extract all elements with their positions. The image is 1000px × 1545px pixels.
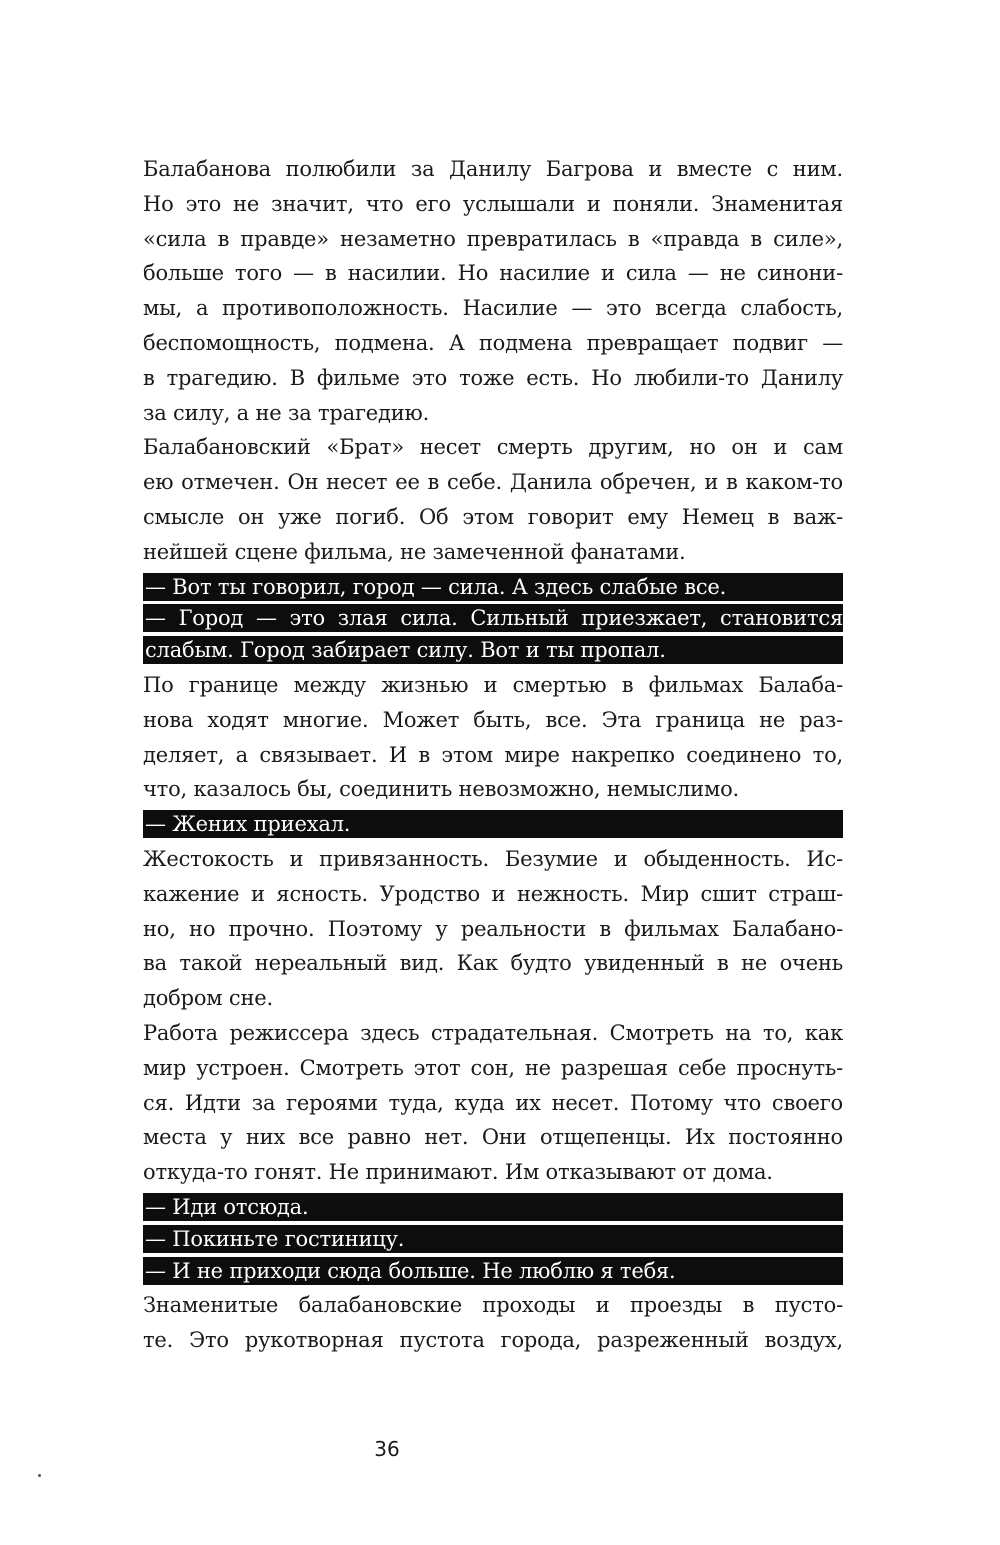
dialogue-line: слабым. Город забирает силу. Вот и ты пропал.: [143, 636, 843, 664]
text-line: Балабановский «Брат» несет смерть другим, но он и сам: [143, 435, 843, 460]
dialogue-line: — Жених приехал.: [143, 810, 843, 838]
text-line: смысле он уже погиб. Об этом говорит ему Немец в важ-: [143, 504, 843, 529]
text-line: нова ходят многие. Может быть, все. Эта граница не раз-: [143, 707, 843, 732]
text-line: деляет, а связывает. И в этом мире накрепко соединено то,: [143, 742, 843, 767]
text-line: Работа режиссера здесь страдательная. Смотреть на то, как: [143, 1020, 843, 1045]
text-line: что, казалось бы, соединить невозможно, немыслимо.: [143, 777, 740, 802]
dialogue-line: — Покиньте гостиницу.: [143, 1225, 843, 1253]
text-line: места у них все равно нет. Они отщепенцы. Их постоянно: [143, 1125, 843, 1150]
text-column: [143, 152, 843, 1358]
text-line: ею отмечен. Он несет ее в себе. Данила обречен, и в каком-то: [143, 470, 843, 495]
text-line: мы, а противоположность. Насилие — это всегда слабость,: [143, 296, 843, 321]
dialogue-block: [143, 1257, 843, 1285]
paragraph: [143, 430, 843, 569]
paragraph: [143, 668, 843, 807]
text-line: беспомощность, подмена. А подмена превращает подвиг —: [143, 330, 843, 355]
text-line: Жестокость и привязанность. Безумие и обыденность. Ис-: [143, 846, 843, 871]
dialogue-line: — Иди отсюда.: [143, 1193, 843, 1221]
dialogue-line: — Вот ты говорил, город — сила. А здесь слабые все.: [143, 573, 843, 601]
text-line: Знаменитые балабановские проходы и проезды в пусто-: [143, 1293, 843, 1318]
dialogue-block: [143, 1225, 843, 1253]
dialogue-line: — Город — это злая сила. Сильный приезжает, становится: [145, 606, 843, 631]
dialogue-block: [143, 1193, 843, 1221]
dialogue-line: — И не приходи сюда больше. Не люблю я тебя.: [143, 1257, 843, 1285]
dialogue-block: [143, 573, 843, 601]
text-line: откуда-то гонят. Не принимают. Им отказывают от дома.: [143, 1160, 773, 1185]
dialogue-block: [143, 604, 843, 664]
text-line: больше того — в насилии. Но насилие и сила — не синони-: [143, 261, 843, 286]
text-line: мир устроен. Смотреть этот сон, не разрешая себе проснуть-: [143, 1055, 843, 1080]
text-line: Но это не значит, что его услышали и поняли. Знаменитая: [143, 191, 843, 216]
text-line: ва такой нереальный вид. Как будто увиденный в не очень: [143, 951, 843, 976]
text-line: за силу, а не за трагедию.: [143, 400, 430, 425]
text-line: кажение и ясность. Уродство и нежность. Мир сшит страш-: [143, 881, 843, 906]
paragraph: [143, 842, 843, 1016]
paragraph: [143, 152, 843, 430]
paragraph: [143, 1288, 843, 1358]
text-line: нейшей сцене фильма, не замеченной фанатами.: [143, 539, 686, 564]
scan-speck: [38, 1474, 41, 1477]
text-line: те. Это рукотворная пустота города, разреженный воздух,: [143, 1328, 843, 1353]
page-number: 36: [374, 1437, 400, 1461]
text-line: По границе между жизнью и смертью в фильмах Балаба-: [143, 672, 843, 697]
text-line: но, но прочно. Поэтому у реальности в фильмах Балабано-: [143, 916, 843, 941]
text-line: Балабанова полюбили за Данилу Багрова и вместе с ним.: [143, 157, 843, 181]
text-line: в трагедию. В фильме это тоже есть. Но любили-то Данилу: [143, 365, 843, 390]
paragraph: [143, 1016, 843, 1190]
text-line: «сила в правде» незаметно превратилась в «правда в силе»,: [143, 226, 843, 251]
text-line: добром сне.: [143, 986, 273, 1011]
dialogue-block: [143, 810, 843, 838]
text-line: ся. Идти за героями туда, куда их несет. Потому что своего: [143, 1090, 843, 1115]
